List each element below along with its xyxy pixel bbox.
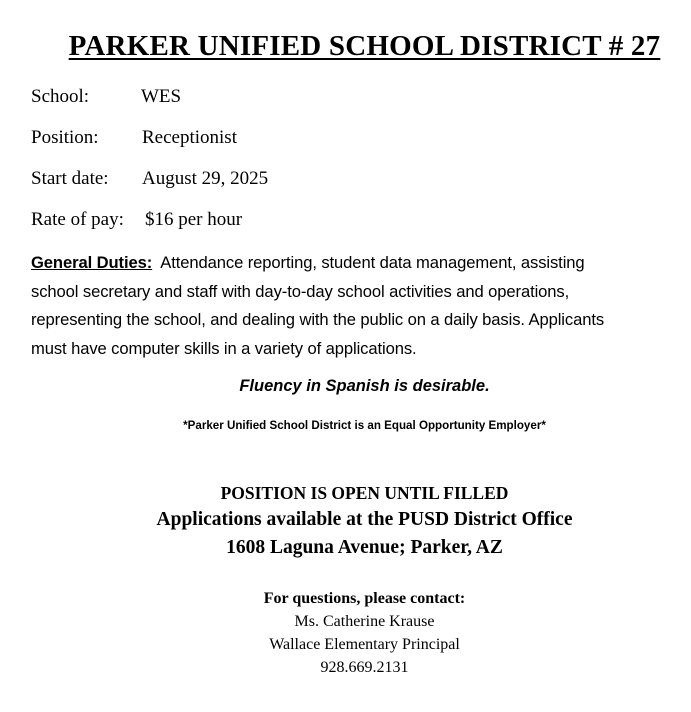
duties-text-1: Attendance reporting, student data management, assisting bbox=[160, 253, 585, 272]
applications-availability: Applications available at the PUSD District Office bbox=[156, 509, 573, 530]
position-label: Position: bbox=[31, 127, 99, 148]
school-field bbox=[31, 85, 182, 109]
district-title: PARKER UNIFIED SCHOOL DISTRICT # 27 bbox=[68, 30, 661, 62]
general-duties-label: General Duties: bbox=[31, 253, 153, 272]
contact-name: Ms. Catherine Krause bbox=[294, 613, 435, 630]
rate-of-pay-value: $16 per hour bbox=[145, 209, 243, 230]
contact-phone: 928.669.2131 bbox=[320, 659, 409, 676]
contact-role: Wallace Elementary Principal bbox=[269, 636, 460, 653]
duties-line-4: must have computer skills in a variety of applications. bbox=[31, 338, 417, 358]
start-date-label: Start date: bbox=[31, 168, 109, 189]
school-value: WES bbox=[141, 86, 182, 107]
district-office-address: 1608 Laguna Avenue; Parker, AZ bbox=[226, 537, 503, 558]
fluency-note: Fluency in Spanish is desirable. bbox=[239, 377, 490, 395]
rate-of-pay-field bbox=[31, 208, 243, 232]
position-field bbox=[31, 126, 237, 150]
school-label: School: bbox=[31, 86, 90, 107]
start-date-value: August 29, 2025 bbox=[142, 168, 269, 189]
rate-of-pay-label: Rate of pay: bbox=[31, 209, 124, 230]
contact-heading: For questions, please contact: bbox=[263, 590, 466, 607]
position-open-status: POSITION IS OPEN UNTIL FILLED bbox=[220, 483, 509, 503]
duties-line-3: representing the school, and dealing with the public on a daily basis. Applicants bbox=[31, 310, 605, 329]
general-duties-paragraph bbox=[31, 249, 681, 363]
position-value: Receptionist bbox=[142, 127, 237, 148]
duties-line-2: school secretary and staff with day-to-day school activities and operations, bbox=[31, 281, 570, 301]
duties-line-1 bbox=[31, 249, 681, 278]
equal-opportunity-note: *Parker Unified School District is an Equal Opportunity Employer* bbox=[183, 419, 546, 432]
start-date-field bbox=[31, 167, 269, 191]
